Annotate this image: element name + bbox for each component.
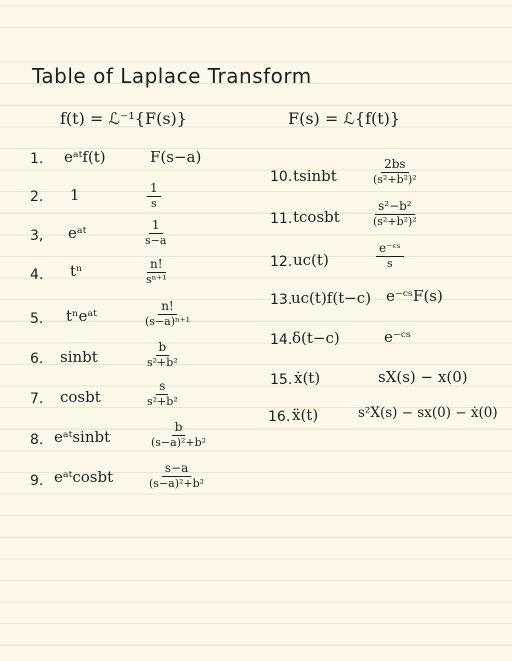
entry-number: 8. xyxy=(30,432,44,448)
laplace-fraction xyxy=(373,200,417,228)
header-right: F(s) = ℒ{f(t)} xyxy=(288,109,401,128)
entry-number: 9. xyxy=(30,473,44,489)
entry-number: 14. xyxy=(270,332,293,348)
laplace-fraction xyxy=(145,219,166,247)
time-function: tcosbt xyxy=(293,208,340,226)
fraction-denominator: sⁿ⁺¹ xyxy=(146,273,167,287)
entry-number: 12. xyxy=(270,254,293,270)
entry-number: 3, xyxy=(30,228,44,244)
fraction-numerator: 1 xyxy=(149,219,163,234)
fraction-denominator: (s−a)²+b² xyxy=(151,436,207,450)
time-function: cosbt xyxy=(60,388,101,406)
time-function: 1 xyxy=(70,186,80,204)
entry-number: 10. xyxy=(270,169,293,185)
time-function: tⁿ xyxy=(70,262,83,280)
laplace-fraction xyxy=(151,421,206,449)
fraction-numerator: s²−b² xyxy=(375,200,415,215)
fraction-denominator: s−a xyxy=(145,234,167,248)
laplace-fraction xyxy=(146,258,167,286)
page-title: Table of Laplace Transform xyxy=(32,64,312,88)
fraction-denominator: (s²+b²)² xyxy=(373,215,417,229)
fraction-numerator: b xyxy=(156,341,170,356)
laplace-fraction xyxy=(145,300,190,328)
fraction-denominator: (s−a)ⁿ⁺¹ xyxy=(145,315,190,329)
time-function: δ(t−c) xyxy=(292,329,340,347)
fraction-denominator: s²+b² xyxy=(147,395,178,409)
laplace-transform: sX(s) − x(0) xyxy=(378,368,468,386)
entry-number: 15. xyxy=(270,372,293,388)
fraction-denominator: (s−a)²+b² xyxy=(149,477,205,491)
laplace-transform: s²X(s) − sx(0) − ẋ(0) xyxy=(358,405,498,421)
laplace-transform: F(s−a) xyxy=(150,148,202,166)
laplace-transform: e⁻ᶜˢ xyxy=(384,328,412,346)
time-function: eᵃᵗsinbt xyxy=(54,428,111,446)
time-function: eᵃᵗf(t) xyxy=(64,148,106,166)
time-function: eᵃᵗ xyxy=(68,224,87,242)
entry-number: 13. xyxy=(270,292,293,308)
fraction-denominator: s xyxy=(150,197,157,211)
fraction-numerator: s xyxy=(156,380,168,395)
laplace-fraction xyxy=(373,158,417,186)
time-function: tⁿeᵃᵗ xyxy=(66,307,97,325)
time-function: uc(t)f(t−c) xyxy=(291,289,372,307)
time-function: tsinbt xyxy=(293,167,337,185)
fraction-numerator: n! xyxy=(147,258,166,273)
entry-number: 11. xyxy=(270,211,293,227)
entry-number: 16. xyxy=(268,409,291,425)
entry-number: 4. xyxy=(30,267,44,283)
fraction-numerator: 2bs xyxy=(381,158,408,173)
laplace-fraction xyxy=(147,182,161,210)
laplace-transform: e⁻ᶜˢF(s) xyxy=(386,287,443,305)
laplace-fraction xyxy=(149,462,204,490)
entry-number: 2. xyxy=(30,189,44,205)
fraction-numerator: s−a xyxy=(162,462,191,477)
header-left: f(t) = ℒ⁻¹{F(s)} xyxy=(60,109,187,128)
fraction-numerator: 1 xyxy=(147,182,161,197)
fraction-numerator: n! xyxy=(158,300,177,315)
time-function: ẍ(t) xyxy=(292,406,319,424)
fraction-numerator: e⁻ᶜˢ xyxy=(376,242,404,257)
fraction-numerator: b xyxy=(172,421,186,436)
entry-number: 1. xyxy=(30,151,44,167)
time-function: eᵃᵗcosbt xyxy=(54,468,114,486)
laplace-fraction xyxy=(147,341,178,369)
laplace-fraction xyxy=(147,380,178,408)
fraction-denominator: s²+b² xyxy=(147,356,178,370)
fraction-denominator: s xyxy=(386,257,393,271)
entry-number: 6. xyxy=(30,351,44,367)
fraction-denominator: (s²+b²)² xyxy=(373,173,417,187)
entry-number: 7. xyxy=(30,391,44,407)
time-function: sinbt xyxy=(60,348,98,366)
entry-number: 5. xyxy=(30,311,44,327)
time-function: uc(t) xyxy=(293,251,329,269)
time-function: ẋ(t) xyxy=(294,369,321,387)
laplace-fraction xyxy=(376,242,404,270)
